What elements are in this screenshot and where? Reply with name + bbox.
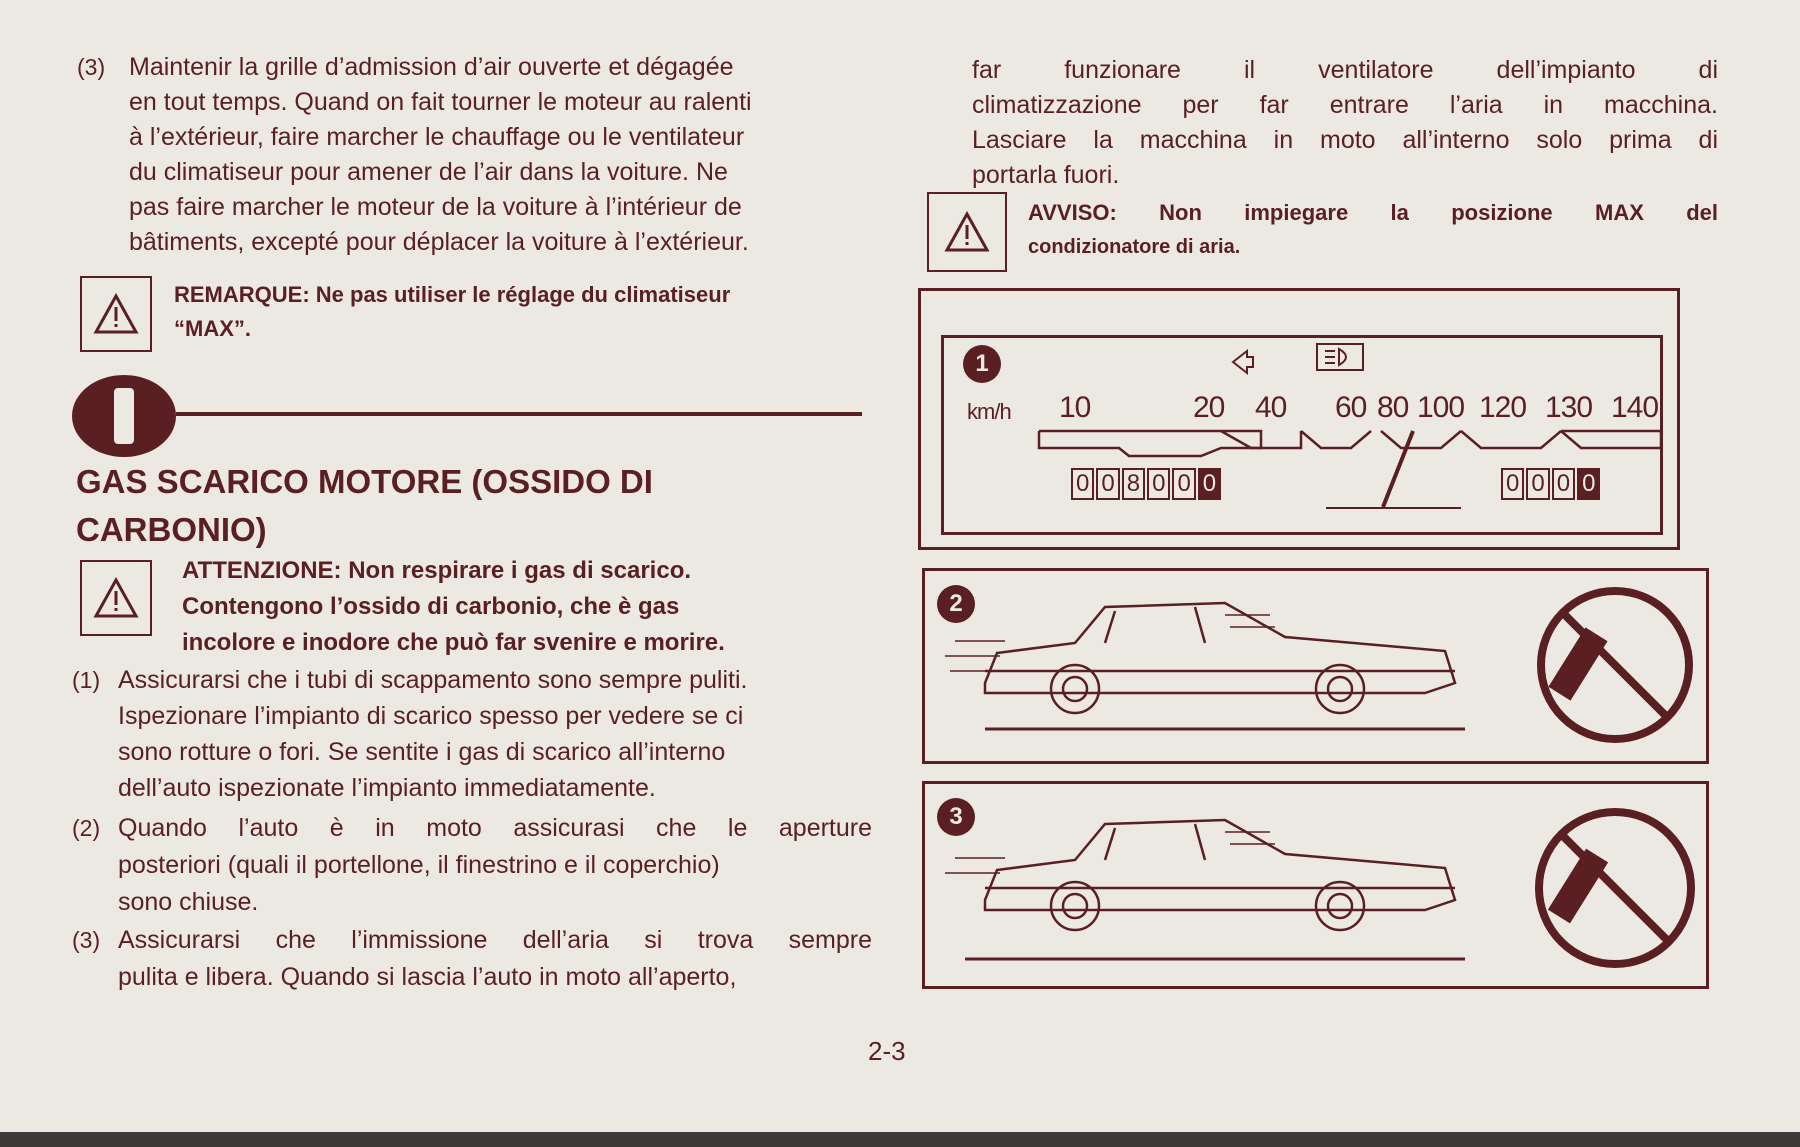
text-line: sono chiuse. bbox=[118, 888, 259, 916]
item-number: (2) bbox=[72, 815, 101, 841]
text-line: Ispezionare l’impianto di scarico spesso per vedere se ci bbox=[118, 702, 744, 730]
right-column-text bbox=[972, 53, 1718, 193]
warning-box bbox=[80, 276, 152, 352]
avviso-line: condizionatore di aria. bbox=[1028, 236, 1241, 258]
text-line: Assicurarsi che i tubi di scappamento sono sempre puliti. bbox=[118, 666, 748, 694]
odometer-digit: 0 bbox=[1096, 468, 1119, 500]
text-line: sono rotture o fori. Se sentite i gas di scarico all’interno bbox=[118, 738, 726, 766]
text-line: posteriori (quali il portellone, il finestrino e il coperchio) bbox=[118, 851, 720, 879]
odometer-digit: 0 bbox=[1198, 468, 1221, 500]
attenzione-note bbox=[182, 553, 872, 661]
figure-number: 3 bbox=[949, 803, 963, 830]
text-line: pas faire marcher le moteur de la voiture à l’intérieur de bbox=[129, 193, 742, 221]
it-item-2 bbox=[72, 810, 872, 921]
odometer bbox=[1071, 468, 1221, 500]
it-item-3-text bbox=[72, 922, 872, 996]
remarque-note bbox=[174, 278, 864, 346]
headlight-indicator-icon bbox=[1317, 344, 1363, 370]
text-line: à l’extérieur, faire marcher le chauffage ou le ventilateur bbox=[129, 123, 745, 151]
text-line: du climatiseur pour amener de l’air dans la voiture. Ne bbox=[129, 158, 728, 186]
speed-tick: 130 bbox=[1545, 391, 1593, 424]
text-line: bâtiments, excepté pour déplacer la voiture à l’extérieur. bbox=[129, 228, 749, 256]
sedan-car-icon bbox=[985, 820, 1455, 930]
text-line: Maintenir la grille d’admission d’air ouverte et dégagée bbox=[129, 53, 734, 81]
figure-number: 1 bbox=[975, 350, 989, 377]
figure-car-moving-2 bbox=[922, 781, 1709, 989]
speed-tick: 140 bbox=[1611, 391, 1659, 424]
title-line: GAS SCARICO MOTORE (OSSIDO DI bbox=[76, 463, 653, 500]
trip-digit: 0 bbox=[1501, 468, 1524, 500]
no-hand-on-lever-icon bbox=[1539, 812, 1691, 964]
page-number: 2-3 bbox=[868, 1036, 906, 1066]
text-line: Lasciare la macchina in moto all’interno solo prima di bbox=[972, 126, 1718, 154]
text-line: pulita e libera. Quando si lascia l’auto in moto all’aperto, bbox=[118, 963, 737, 991]
title-line: CARBONIO) bbox=[76, 511, 267, 548]
text-line: Assicurarsi che l’immissione dell’aria si trova sempre bbox=[118, 926, 872, 954]
remarque-line: “MAX”. bbox=[174, 316, 251, 341]
trip-digit: 0 bbox=[1577, 468, 1600, 500]
language-letter bbox=[114, 388, 134, 444]
odometer-digit: 0 bbox=[1147, 468, 1170, 500]
attenzione-line: ATTENZIONE: Non respirare i gas di scarico. bbox=[182, 557, 692, 584]
car-illustration bbox=[925, 571, 1712, 767]
turn-signal-left-icon bbox=[1233, 351, 1253, 373]
warning-triangle-icon bbox=[944, 211, 990, 253]
speed-scale-bar bbox=[1039, 431, 1661, 456]
avviso-line: AVVISO: Non impiegare la posizione MAX del bbox=[1028, 200, 1718, 225]
speed-tick: 40 bbox=[1255, 391, 1287, 424]
warning-triangle-icon bbox=[93, 293, 139, 335]
warning-box bbox=[80, 560, 152, 636]
text-line: far funzionare il ventilatore dell’impianto di bbox=[972, 56, 1718, 84]
attenzione-line: Contengono l’ossido di carbonio, che è gas bbox=[182, 593, 680, 620]
odometer-digit: 8 bbox=[1122, 468, 1145, 500]
speed-tick: 80 bbox=[1377, 391, 1409, 424]
fr-item-3-text bbox=[77, 50, 872, 260]
text-line: Quando l’auto è in moto assicurasi che le aperture bbox=[118, 814, 872, 842]
speed-tick: 120 bbox=[1479, 391, 1527, 424]
divider-line bbox=[176, 412, 862, 416]
odometer-digit: 0 bbox=[1172, 468, 1195, 500]
text-line: en tout temps. Quand on fait tourner le moteur au ralenti bbox=[129, 88, 752, 116]
item-number: (1) bbox=[72, 667, 101, 693]
speed-unit: km/h bbox=[967, 399, 1011, 424]
speed-tick: 20 bbox=[1193, 391, 1225, 424]
sedan-car-icon bbox=[985, 603, 1455, 713]
item-number: (3) bbox=[77, 54, 106, 80]
speed-tick: 60 bbox=[1335, 391, 1367, 424]
odometer-digit: 0 bbox=[1071, 468, 1094, 500]
warning-triangle-icon bbox=[93, 577, 139, 619]
figure-speedometer bbox=[918, 288, 1680, 550]
it-item-3 bbox=[72, 922, 872, 996]
it-item-2-text bbox=[72, 810, 872, 921]
scan-edge bbox=[0, 1132, 1800, 1147]
it-item-1 bbox=[72, 662, 872, 806]
item-number: (3) bbox=[72, 927, 101, 953]
language-section-divider bbox=[72, 375, 862, 455]
remarque-line: REMARQUE: Ne pas utiliser le réglage du climatiseur bbox=[174, 282, 731, 307]
speed-needle bbox=[1383, 431, 1413, 507]
figure-number: 2 bbox=[949, 590, 963, 617]
motion-lines bbox=[945, 832, 1275, 873]
car-illustration bbox=[925, 784, 1712, 992]
text-line: dell’auto ispezionate l’impianto immediatamente. bbox=[118, 774, 656, 802]
speed-tick-labels bbox=[921, 391, 1683, 431]
trip-digit: 0 bbox=[1552, 468, 1575, 500]
speed-tick: 10 bbox=[1059, 391, 1091, 424]
speed-tick: 100 bbox=[1417, 391, 1465, 424]
attenzione-line: incolore e inodore che può far svenire e morire. bbox=[182, 629, 725, 656]
it-item-1-text bbox=[72, 662, 872, 806]
trip-digit: 0 bbox=[1526, 468, 1549, 500]
figure-car-moving-1 bbox=[922, 568, 1709, 764]
avviso-note bbox=[1028, 196, 1718, 264]
text-line: portarla fuori. bbox=[972, 161, 1120, 189]
text-line: climatizzazione per far entrare l’aria in macchina. bbox=[972, 91, 1718, 119]
section-title bbox=[76, 458, 796, 554]
fr-item-3 bbox=[77, 50, 872, 260]
trip-meter bbox=[1501, 468, 1600, 500]
no-hand-on-lever-icon bbox=[1541, 591, 1689, 739]
left-column bbox=[72, 50, 872, 260]
warning-box bbox=[927, 192, 1007, 272]
language-badge bbox=[72, 375, 176, 457]
